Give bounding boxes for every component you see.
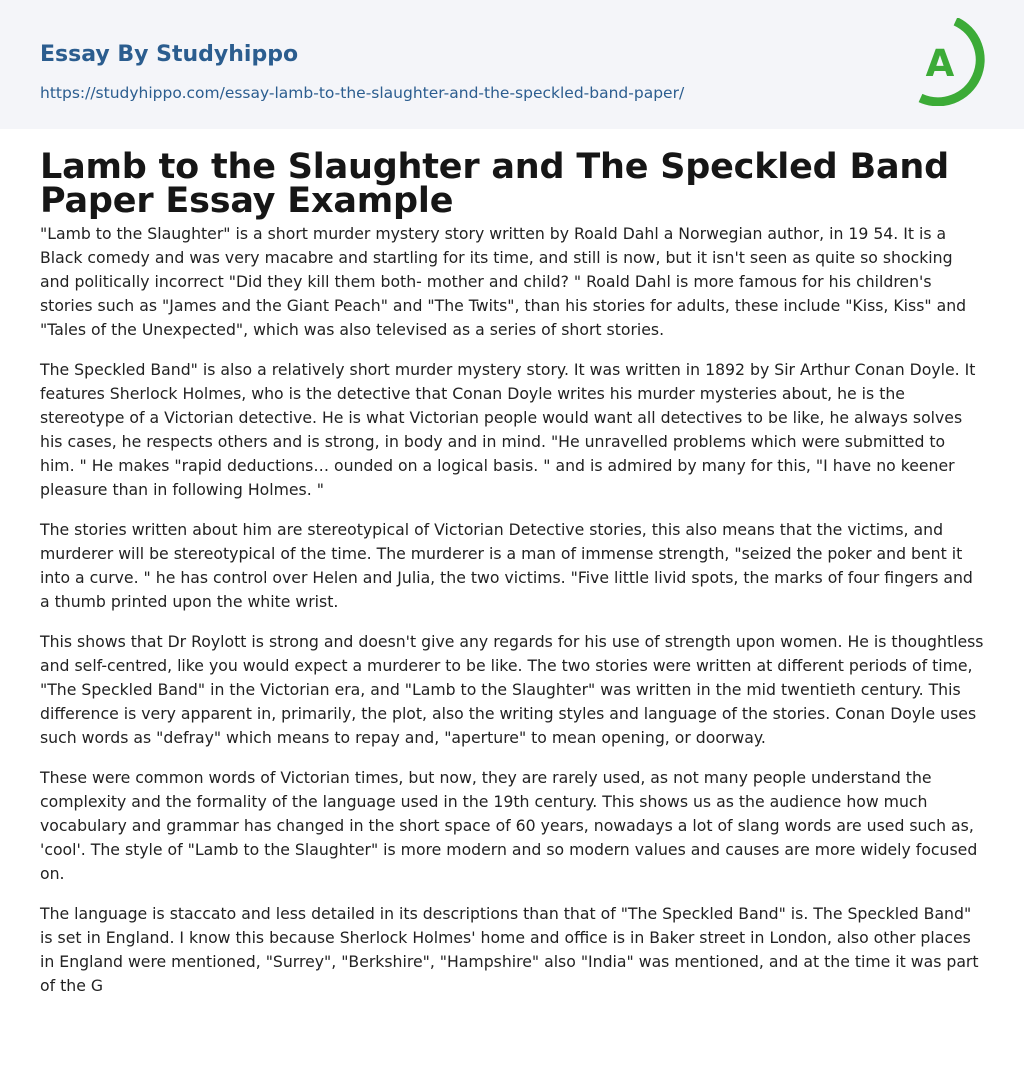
logo-letter: A bbox=[925, 42, 955, 85]
essay-paragraph: The Speckled Band" is also a relatively short murder mystery story. It was written in 1892 by Sir Arthur Conan Doyle. It features Sherlock Holmes, who is the detective that Conan Doyle writes his murder mysteries about, he is the stereotype of a Victorian detective. He is what Victorian people would want all detectives to be like, he always solves his cases, he respects others and is strong, in body and in mind. "He unravelled problems which were submitted to him. " He makes "rapid deductions… ounded on a logical basis. " and is admired by many for this, "I have no keener pleasure than in following Holmes. " bbox=[40, 360, 976, 499]
essay-paragraph: The stories written about him are stereotypical of Victorian Detective stories, this also means that the victims, and murderer will be stereotypical of the time. The murderer is a man of immense strength, "seized the poker and bent it into a curve. " he has control over Helen and Julia, the two victims. "Five little livid spots, the marks of four fingers and a thumb printed upon the white wrist. bbox=[40, 520, 973, 611]
essay-paragraph: "Lamb to the Slaughter" is a short murder mystery story written by Roald Dahl a Norwegian author, in 19 54. It is a Black comedy and was very macabre and startling for its time, and still is now, but it isn't seen as quite so shocking and politically incorrect "Did they kill them both- mother and child? " Roald Dahl is more famous for his children's stories such as "James and the Giant Peach" and "The Twits", than his stories for adults, these include "Kiss, Kiss" and "Tales of the Unexpected", which was also televised as a series of short stories. bbox=[40, 224, 967, 339]
essay-url-link[interactable]: https://studyhippo.com/essay-lamb-to-the-slaughter-and-the-speckled-band-paper/ bbox=[40, 84, 685, 102]
essay-content bbox=[40, 147, 984, 1014]
site-brand[interactable]: Essay By Studyhippo bbox=[40, 42, 299, 67]
essay-title: Lamb to the Slaughter and The Speckled Band Paper Essay Example bbox=[40, 147, 949, 221]
essay-paragraph: These were common words of Victorian times, but now, they are rarely used, as not many people understand the complexity and the formality of the language used in the 19th century. This shows us as the audience how much vocabulary and grammar has changed in the short space of 60 years, nowadays a lot of slang words are used such as, 'cool'. The style of "Lamb to the Slaughter" is more modern and so modern values and causes are more widely focused on. bbox=[40, 768, 978, 883]
studyhippo-logo-icon[interactable] bbox=[910, 18, 988, 106]
essay-paragraph: This shows that Dr Roylott is strong and doesn't give any regards for his use of strength upon women. He is thoughtless and self-centred, like you would expect a murderer to be like. The two stories were written at different periods of time, "The Speckled Band" in the Victorian era, and "Lamb to the Slaughter" was written in the mid twentieth century. This difference is very apparent in, primarily, the plot, also the writing styles and language of the stories. Conan Doyle uses such words as "defray" which means to repay and, "aperture" to mean opening, or doorway. bbox=[40, 632, 984, 747]
essay-paragraph: The language is staccato and less detailed in its descriptions than that of "The Speckled Band" is. The Speckled Band" is set in England. I know this because Sherlock Holmes' home and office is in Baker street in London, also other places in England were mentioned, "Surrey", "Berkshire", "Hampshire" also "India" was mentioned, and at the time it was part of the G bbox=[40, 904, 979, 995]
site-header bbox=[0, 0, 1024, 129]
